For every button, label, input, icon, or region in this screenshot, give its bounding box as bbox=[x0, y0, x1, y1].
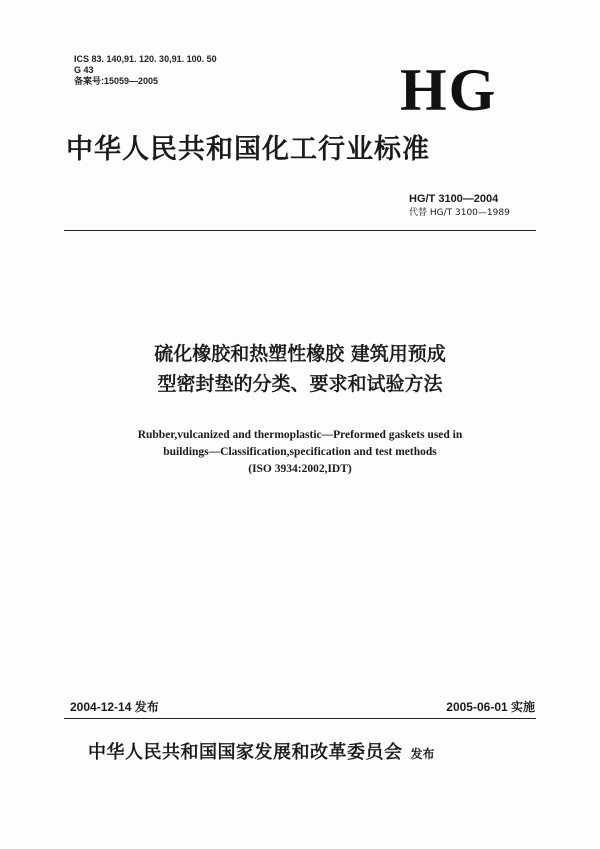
english-title-line-3: (ISO 3934:2002,IDT) bbox=[248, 463, 352, 475]
bottom-divider bbox=[64, 718, 536, 719]
classification-block bbox=[74, 54, 217, 87]
implementation-date: 2005-06-01 实施 bbox=[446, 700, 535, 714]
chinese-title-line-2: 型密封垫的分类、要求和试验方法 bbox=[157, 373, 443, 395]
filing-number: 备案号:15059—2005 bbox=[74, 76, 159, 86]
issue-date: 2004-12-14 发布 bbox=[70, 700, 159, 714]
standard-category-title: 中华人民共和国化工行业标准 bbox=[66, 134, 430, 165]
top-divider bbox=[64, 230, 536, 231]
publisher-line bbox=[88, 741, 435, 766]
ics-code: ICS 83. 140,91. 120. 30,91. 100. 50 bbox=[74, 54, 217, 64]
hg-logo: HG bbox=[400, 57, 498, 123]
ccs-code: G 43 bbox=[74, 65, 94, 75]
standard-number: HG/T 3100—2004 bbox=[409, 193, 499, 205]
publisher-suffix: 发布 bbox=[410, 747, 435, 761]
chinese-title-line-1: 硫化橡胶和热塑性橡胶 建筑用预成 bbox=[154, 343, 446, 365]
chinese-title bbox=[0, 339, 600, 399]
publisher-organization: 中华人民共和国国家发展和改革委员会 bbox=[88, 742, 403, 763]
english-title-line-2: buildings—Classification,specification and test methods bbox=[163, 446, 437, 458]
replaces-standard: 代替 HG/T 3100—1989 bbox=[409, 208, 510, 218]
english-title bbox=[0, 427, 600, 478]
english-title-line-1: Rubber,vulcanized and thermoplastic—Preformed gaskets used in bbox=[137, 429, 463, 441]
